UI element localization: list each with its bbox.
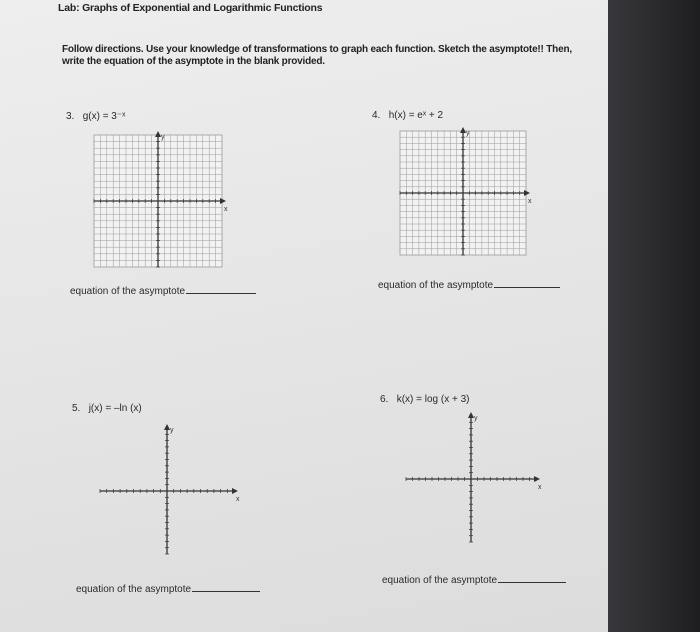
problem-5-label xyxy=(72,403,142,414)
problem-5-asymptote xyxy=(76,584,260,595)
problem-6-asymptote-label: equation of the asymptote xyxy=(382,575,498,586)
problem-3-label xyxy=(66,111,125,122)
problem-4-asymptote-blank[interactable] xyxy=(494,286,560,288)
x-axis-label: x xyxy=(538,484,542,491)
y-axis-label: y xyxy=(170,427,174,434)
problem-3-grid[interactable] xyxy=(94,134,228,267)
problem-6-function: k(x) = log (x + 3) xyxy=(396,394,470,405)
problem-6-asymptote xyxy=(382,575,566,586)
problem-6-grid[interactable] xyxy=(406,415,542,542)
problem-3-number: 3. xyxy=(66,111,75,122)
problem-4-asymptote-label: equation of the asymptote xyxy=(378,280,494,291)
problem-5-number: 5. xyxy=(72,403,81,414)
problem-4-label xyxy=(372,110,443,121)
problem-3-asymptote xyxy=(70,286,256,297)
problem-5-grid[interactable] xyxy=(100,427,240,554)
x-axis-arrow xyxy=(232,488,238,494)
x-axis-arrow xyxy=(524,190,530,196)
problem-4-grid[interactable] xyxy=(400,130,532,255)
x-axis-label: x xyxy=(528,198,532,205)
problem-4-function: h(x) = eˣ + 2 xyxy=(388,110,444,121)
y-axis-label: y xyxy=(161,134,165,141)
desk-background xyxy=(600,0,700,632)
instructions-text: Follow directions. Use your knowledge of transformations to graph each function. Sketch the asymptote!! Then, write the equation of the asymptote in the blank provided. xyxy=(62,44,572,67)
problem-3-function: g(x) = 3⁻ˣ xyxy=(82,111,126,122)
y-axis-label: y xyxy=(466,130,470,137)
problem-3-asymptote-label: equation of the asymptote xyxy=(70,286,186,297)
problem-3-asymptote-blank[interactable] xyxy=(186,292,256,294)
x-axis-arrow xyxy=(534,476,540,482)
problem-6-number: 6. xyxy=(380,394,389,405)
problem-6-label xyxy=(380,394,470,405)
problem-5-asymptote-label: equation of the asymptote xyxy=(76,584,192,595)
problem-6-asymptote-blank[interactable] xyxy=(498,581,566,583)
y-axis-label: y xyxy=(474,415,478,422)
problem-5-function: j(x) = –ln (x) xyxy=(88,403,142,414)
x-axis-label: x xyxy=(224,206,228,213)
page-title: Lab: Graphs of Exponential and Logarithmic Functions xyxy=(58,2,323,14)
x-axis-arrow xyxy=(220,198,226,204)
problem-4-number: 4. xyxy=(372,110,381,121)
problem-4-asymptote xyxy=(378,280,560,291)
problem-5-asymptote-blank[interactable] xyxy=(192,590,260,592)
x-axis-label: x xyxy=(236,496,240,503)
